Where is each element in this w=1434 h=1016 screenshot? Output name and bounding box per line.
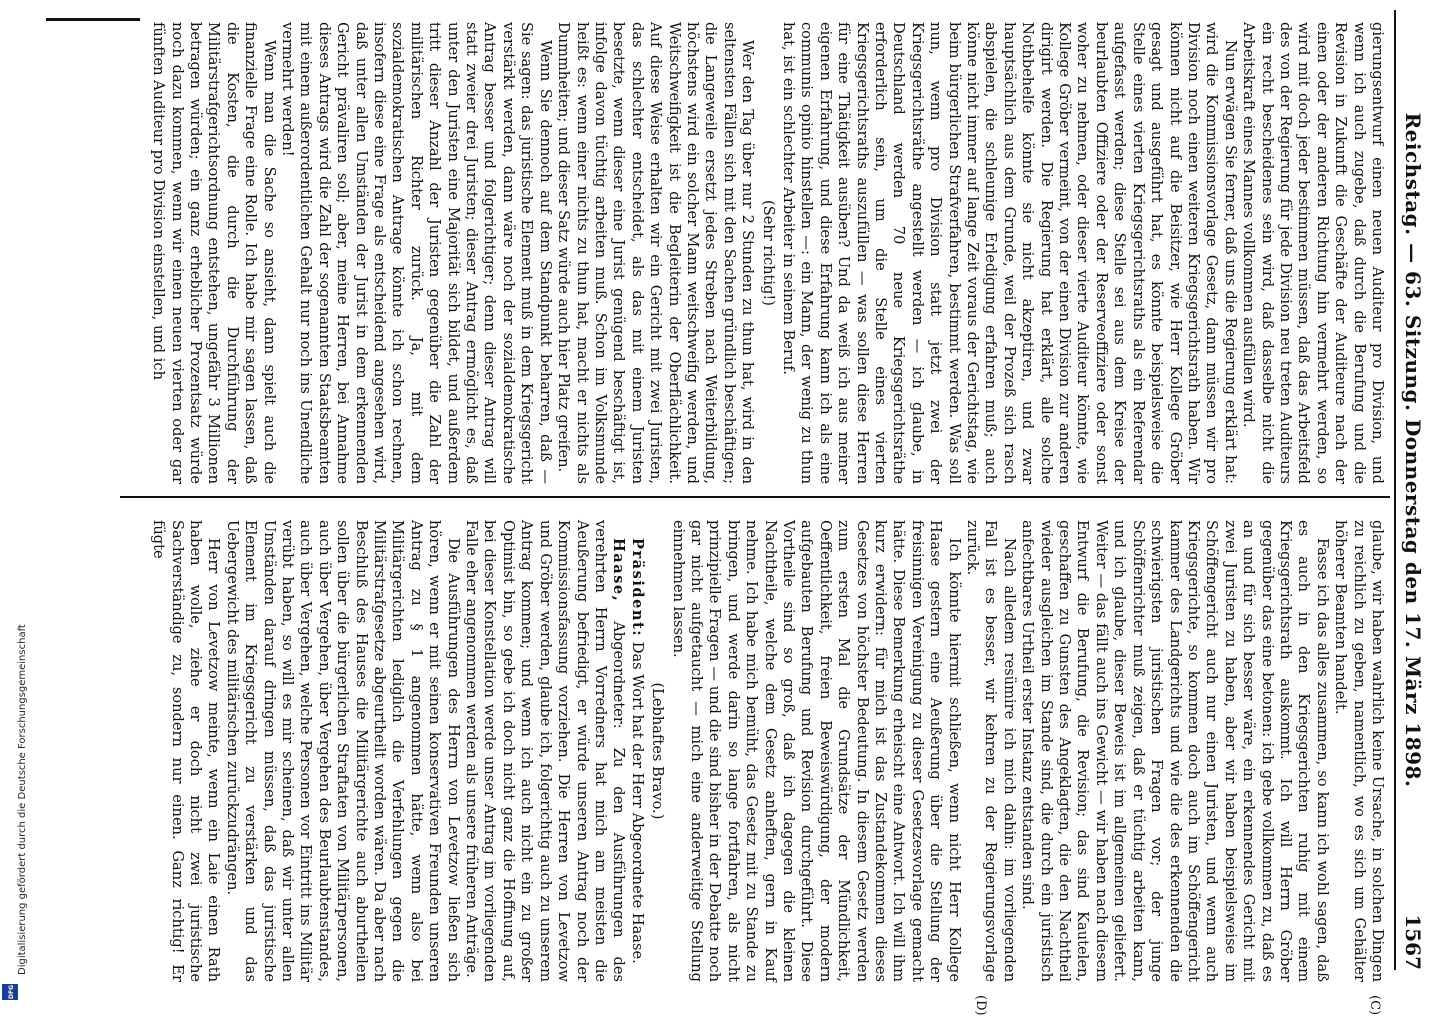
right-column (149, 520, 1386, 982)
paragraph: gierungsentwurf einen neuen Auditeur pro Division, und wenn ich auch zugebe, daß durch die Berufung und die Revision in Zukunft die Geschäfte der Auditeure nach der einen oder der anderen Richtung hin vermehrt werden, so wird mit doch jeder bestimmen müssen, daß das Arbeitsfeld des von der Regierung für jede Division neu treten Auditeurs ein recht bescheidenes sein wird, daß dasselbe nicht die Arbeitskraft eines Mannes vollkommen ausfüllen wird. (1240, 22, 1386, 484)
applause-note: (Lebhaftes Bravo.) (649, 682, 667, 820)
page-title: Reichstag. — 63. Sitzung. Donnerstag den 17. März 1898. (1401, 112, 1425, 788)
page-number: 1567 (1401, 914, 1425, 970)
paragraph: Wenn man die Sache so ansieht, dann spielt auch die finanzielle Frage eine Rolle. Ich habe mir sagen lassen, daß die Kosten, die durch die Durchführung der Militärstrafgerichtsordnung entstehen, ungefähr 3 Millionen betragen würden; ein ganz erheblicher Prozentsatz würde noch dazu kommen, wenn wir einen neuen vierten oder gar fünften Auditeur pro Division einstellen, und ich (150, 22, 278, 484)
speaker-label: Haase, (610, 538, 628, 603)
column-rule (120, 496, 1390, 498)
paragraph: Nach alledem resümire ich mich dahin: im vorliegenden Fall ist es besser, wir kehren zu der Regierungsvorlage zurück. (964, 520, 1018, 982)
marker-c: (C) (1367, 995, 1382, 1016)
paragraph: Nun erwägen Sie ferner, daß uns die Regierung erklärt hat: wird die Kommissionsvorlage Gesetz, dann müssen wir pro Division noch einen weiteren Kriegsgerichtsrath haben. Wir können nicht auf die Beisitzer, wie Herr Kollege Gröber gesagt und ausgeführt hat, es könnte beispielsweise die Stelle eines vierten Kriegsgerichtsraths als ein Referendar aufgefasst werden; diese Stelle sei aus dem Kreise der beurlaubten Offiziere oder der Reserveoffiziere oder sonst woher zu nehmen, oder dieser vierte Auditeur könnte, wie Kollege Gröber vermeint, von der einen Division zur anderen dirigirt werden. Die Regierung hat erklärt, alle solche Nothbehelfe könnte sie nicht akzeptiren, und zwar hauptsächlich aus dem Grunde, weil der Prozeß sich rasch abspielen, die schleunige Erledigung erfahren muß; auch könne nicht immer auf lange Zeit voraus der Gerichtstag, wie beim bürgerlichen Strafverfahren, bestimmt werden. Was soll nun, wenn pro Division statt jetzt zwei der Kriegsgerichtsräthe angestellt werden — ich glaube, in Deutschland werden 70 neue Kriegsgerichtsräthe erforderlich sein, um die Stelle eines vierten Kriegsgerichtsraths auszufüllen — was sollen diese Herren für eine Thätigkeit ausüben? Und da weiß ich aus meiner eigenen Erfahrung, und diese Erfahrung kann ich als eine communis opinio hinstellen —: ein Mann, der wenig zu thun hat, ist ein schlechter Arbeiter in seinem Beruf. (780, 22, 1239, 484)
newspaper-sheet (80, 0, 1434, 1016)
paragraph: Wer den Tag über nur 2 Stunden zu thun hat, wird in den seltensten Fällen sich mit den Sachen gründlich beschäftigen; die Langeweile ersetzt jedes Streben nach Weiterbildung, höchstens wird ein solcher Mann weitschweifig werden, und Weitschweifigkeit ist die Begleiterin der Oberflächlichkeit. Auf diese Weise erhalten wir ein Gericht mit zwei Juristen, das schlechter entscheidet, als das mit einem Juristen besetzte, wenn dieser eine Jurist genügend beschäftigt ist, infolge davon tüchtig arbeiten muß. Schon im Volksmunde heißt es: wenn einer nichts zu thun hat, macht er nichts als Dummheiten; und dieser Satz würde auch hier Platz greifen. (555, 22, 757, 484)
haase-paragraph (462, 520, 628, 982)
marker-d: (D) (973, 995, 988, 1016)
svg-text:DFG: DFG (8, 984, 15, 1000)
paragraph: Herr von Levetzow meinte, wenn ein Laie einen Rath haben wolle, ziehe er doch nicht zwei juristische Sachverständige zu, sondern nur einen. Ganz richtig! Er fügte (150, 520, 223, 982)
header-rule (1394, 10, 1396, 970)
speech-text: Abgeordneter: Zu den Ausführungen des verehrten Herrn Vorredners hat mich am meisten die Aeußerung befriedigt, er würde unseren Antrag noch der Kommissionsfassung vorziehen. Die Herren von Levetzow und Gröber werden, glaube ich, folgerichtig auch zu unserem Antrag kommen; und wenn ich auch nicht ein zu großer Optimist bin, so gebe ich doch nicht ganz die Hoffnung auf, bei dieser Konstellation werde unser Antrag im vorliegenden Falle eher angenommen werden als unsere früheren Anträge. (463, 520, 628, 982)
paragraph: Fasse ich das alles zusammen, so kann ich wohl sagen, daß es auch in den Kriegsgerichten ruhig mit einem Kriegsgerichtsrath auskommt. Ich will Herrn Gröber gegenüber das eine betonen: ich gebe vollkommen zu, daß es an und für sich besser wäre, ein erkennendes Gericht mit zwei Juristen zu haben, aber wir haben beispielsweise im Schöffengericht auch nur einen Juristen, und wenn auch Kriegsgerichte, so kommen doch auch im Schöffengericht kammer des Landgerichts und wie die des erkennenden die schwierigsten juristischen Fragen vor; der junge Schöffenrichter muß zeigen, daß er tüchtig arbeiten kann, und ich glaube, dieser Beweis ist im allgemeinen geliefert. Weiter — das fällt auch ins Gewicht — wir haben nach diesem Entwurf die Berufung, die Revision; das sind Kautelen, geschaffen zu Gunsten des Angeklagten, die den Nachtheil wieder ausgleichen im Stande sind, die durch ein juristisch anfechtbares Urtheil erster Instanz entstanden sind. (1019, 520, 1331, 982)
digitization-credit (4, 586, 28, 986)
credit-text: Digitalisierung gefördert durch die Deutsche Forschungsgemeinschaft (17, 624, 28, 975)
applause-note: (Sehr richtig!) (759, 200, 777, 306)
paragraph: Ich könnte hiermit schließen, wenn nicht Herr Kollege Haase gestern eine Aeußerung über die Stellung der freisinnigen Vereinigung zu dieser Gesetzesvorlage gemacht hätte. Diese Bemerkung erheischt eine Antwort. Ich will ihm kurz erwidern: für mich ist das Zustandekommen dieses Gesetzes von höchster Bedeutung. In diesem Gesetz werden zum ersten Mal die Grundsätze der Mündlichkeit, Oeffentlichkeit, freien Beweiswürdigung, der modern aufgebauten Berufung und Revision durchgeführt. Diese Vortheile sind so groß, daß ich dagegen die kleinen Nachtheile, welche dem Gesetz anheften, gern in Kauf nehme. Ich habe mich bemüht, das Gesetz mit zu Stande zu bringen, und werde darin so lange fortfahren, als nicht prinzipielle Fragen — und die sind bisher in der Debatte noch gar nicht aufgetaucht — mich eine anderweitige Stellung einnehmen lassen. (669, 520, 963, 982)
speech-text: Das Wort hat der Herr Abgeordnete Haase. (628, 637, 646, 964)
running-head (1400, 10, 1426, 970)
left-column (149, 22, 1386, 484)
dfg-logo-icon (2, 984, 18, 1000)
paragraph: Wenn Sie dennoch auf dem Standpunkt beharren, daß — Sie sagen: das juristische Element muß in dem Kriegsgericht verstärkt werden, dann wäre noch der sozialdemokratische Antrag besser und folgerichtiger; denn dieser Antrag will statt zweier drei Juristen; dieser Antrag ermöglicht es, daß unter den Juristen eine Majorität sich bildet, und außerdem tritt dieser Anzahl der Juristen gegenüber die Zahl der militärischen Richter zurück. Ja, mit dem sozialdemokratischen Antrage könnte ich schon rechnen, insofern diese eine Frage als entscheidend angesehen wird, daß unter allen Umständen der Jurist in dem erkennenden Gericht prävaliren soll; aber, meine Herren, bei Annahme dieses Antrags wird die Zahl der sogenannten Staatsbeamten mit einem außerordentlichen Gehalt nur noch ins Unendliche vermehrt werden! (279, 22, 554, 484)
paragraph: glaube, wir haben wahrlich keine Ursache, in solchen Dingen zu reichlich zu geben, namentlich, wo es sich um Gehälter höherer Beamten handelt. (1332, 520, 1386, 982)
speaker-label: Präsident: (628, 538, 646, 638)
president-paragraph (627, 520, 645, 982)
paragraph: Die Ausführungen des Herrn von Levetzow ließen sich hören, wenn er mit seinen konservativen Freunden unseren Antrag zu § 1 angenommen hätte, wenn also bei Militärgerichten lediglich die Verfehlungen gegen die Militärstrafgesetze abgeurtheilt worden wären. Da aber nach Beschluß des Hauses die Militärgerichte auch aburtheilen sollen über die bürgerlichen Straftaten von Militärpersonen, auch über Vergehen, über Vergehen des Beurlaubtenstandes, auch über Vergehen, welche Personen vor Eintritt ins Militär verübt haben, so will es mir scheinen, daß wir unter allen Umständen darauf dringen müssen, daß das juristische Element im Kriegsgericht zu verstärken und das Uebergewicht des militärischen zurückzudrängen. (223, 520, 462, 982)
